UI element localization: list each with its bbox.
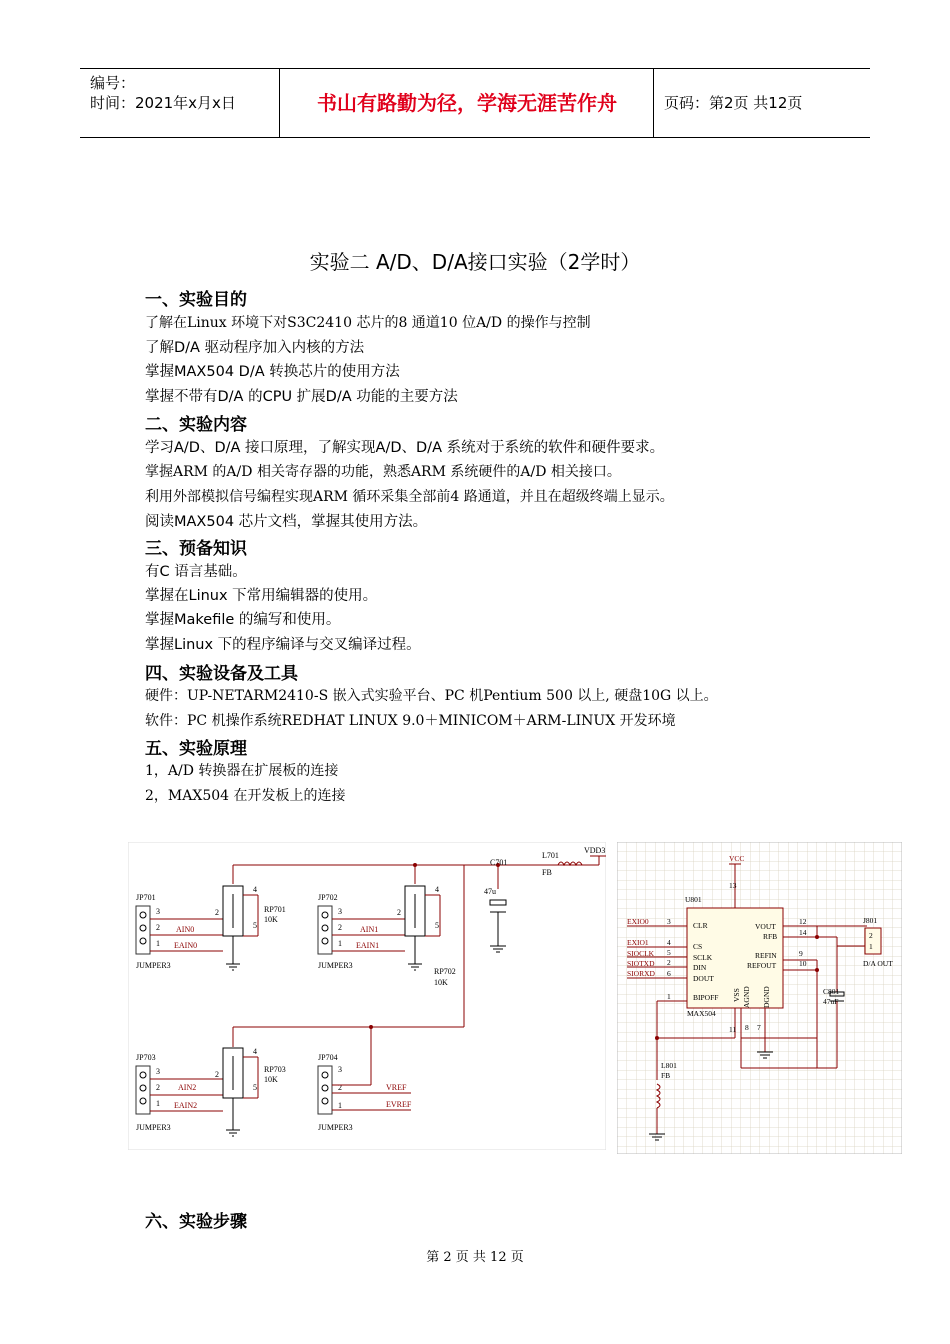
jumper-type-label: JUMPER3 xyxy=(318,1123,353,1132)
pot-value: 10K xyxy=(264,1075,278,1084)
cap-value: 47uF xyxy=(823,997,839,1006)
svg-text:1: 1 xyxy=(156,939,160,948)
svg-text:1: 1 xyxy=(338,939,342,948)
supply-label: VCC xyxy=(729,854,745,863)
document-date-label: 时间：2021年x月x日 xyxy=(90,94,236,112)
document-title: 实验二 A/D、D/A接口实验（2学时） xyxy=(309,250,641,274)
net-label: VREF xyxy=(386,1083,407,1092)
svg-text:8: 8 xyxy=(745,1023,749,1032)
svg-text:14: 14 xyxy=(799,928,807,937)
svg-text:3: 3 xyxy=(156,907,160,916)
pot-value: 10K xyxy=(264,915,278,924)
svg-text:2: 2 xyxy=(156,923,160,932)
text-line: 掌握Makefile 的编写和使用。 xyxy=(145,612,341,628)
net-label: EXIO1 xyxy=(627,938,649,947)
header-info-cell xyxy=(80,69,280,137)
svg-text:5: 5 xyxy=(253,1083,257,1092)
svg-text:2: 2 xyxy=(397,908,401,917)
section-heading-content: 二、实验内容 xyxy=(145,415,247,435)
connector-label: J801 xyxy=(863,916,878,925)
net-label: SIOCLK xyxy=(627,949,655,958)
svg-text:5: 5 xyxy=(667,948,671,957)
svg-text:3: 3 xyxy=(338,1065,342,1074)
net-label: AIN1 xyxy=(360,925,379,934)
chip-pin: BIPOFF xyxy=(693,993,719,1002)
net-label: SIORXD xyxy=(627,969,655,978)
jumper-type-label: JUMPER3 xyxy=(136,961,171,970)
chip-pin: CS xyxy=(693,942,703,951)
chip-pin: RFB xyxy=(763,932,778,941)
svg-text:3: 3 xyxy=(667,917,671,926)
cap-value: 47u xyxy=(484,887,496,896)
text-line: 2，MAX504 在开发板上的连接 xyxy=(145,788,346,804)
text-line: 掌握在Linux 下常用编辑器的使用。 xyxy=(145,588,378,604)
text-line: 有C 语言基础。 xyxy=(145,564,247,580)
pot-label: RP701 xyxy=(264,905,286,914)
jumper-label: JP703 xyxy=(136,1053,156,1062)
page-header xyxy=(80,68,870,138)
text-line: 掌握ARM 的A/D 相关寄存器的功能，熟悉ARM 系统硬件的A/D 相关接口。 xyxy=(145,464,621,480)
svg-text:2: 2 xyxy=(156,1083,160,1092)
net-label: EAIN1 xyxy=(356,941,380,950)
jumper-label: JP701 xyxy=(136,893,156,902)
svg-text:4: 4 xyxy=(667,938,671,947)
chip-name: MAX504 xyxy=(687,1009,716,1018)
svg-text:10: 10 xyxy=(799,959,807,968)
svg-text:1: 1 xyxy=(156,1099,160,1108)
document-number-label: 编号： xyxy=(90,74,136,92)
text-line: 学习A/D、D/A 接口原理，了解实现A/D、D/A 系统对于系统的软件和硬件要求。 xyxy=(145,440,665,456)
header-page-label: 页码：第2页 共12页 xyxy=(664,94,803,112)
svg-text:1: 1 xyxy=(338,1101,342,1110)
chip-pin: DGND xyxy=(762,986,771,1008)
svg-text:4: 4 xyxy=(435,885,439,894)
pot-value: 10K xyxy=(434,978,448,987)
net-label: AIN0 xyxy=(176,925,195,934)
svg-text:2: 2 xyxy=(338,1083,342,1092)
section-heading-steps: 六、实验步骤 xyxy=(145,1212,247,1232)
chip-pin: AGND xyxy=(742,986,751,1008)
jumper-type-label: JUMPER3 xyxy=(318,961,353,970)
svg-text:6: 6 xyxy=(667,969,671,978)
inductor-label: L701 xyxy=(542,851,559,860)
inductor-value: FB xyxy=(661,1071,671,1080)
chip-pin: VSS xyxy=(732,988,741,1002)
svg-text:3: 3 xyxy=(338,907,342,916)
net-label: EXIO0 xyxy=(627,917,649,926)
inductor-label: L801 xyxy=(661,1061,677,1070)
cap-label: C701 xyxy=(490,858,508,867)
text-line: 掌握Linux 下的程序编译与交叉编译过程。 xyxy=(145,637,421,653)
net-label: EAIN2 xyxy=(174,1101,198,1110)
jumper-label: JP704 xyxy=(318,1053,338,1062)
text-line: 了解在Linux 环境下对S3C2410 芯片的8 通道10 位A/D 的操作与控制 xyxy=(145,315,591,331)
svg-text:1: 1 xyxy=(667,992,671,1001)
text-line: 1，A/D 转换器在扩展板的连接 xyxy=(145,763,339,779)
text-line: 掌握不带有D/A 的CPU 扩展D/A 功能的主要方法 xyxy=(145,389,458,405)
chip-pin: CLR xyxy=(693,921,708,930)
cap-label: C801 xyxy=(823,987,840,996)
text-line: 硬件：UP-NETARM2410-S 嵌入式实验平台、PC 机Pentium 500 以上, 硬盘10G 以上。 xyxy=(145,688,718,704)
svg-text:4: 4 xyxy=(253,1047,257,1056)
text-line: 阅读MAX504 芯片文档，掌握其使用方法。 xyxy=(145,514,428,530)
jumper-label: JP702 xyxy=(318,893,338,902)
svg-text:4: 4 xyxy=(253,885,257,894)
chip-pin: SCLK xyxy=(693,953,713,962)
net-label: EVREF xyxy=(386,1100,412,1109)
net-label: EAIN0 xyxy=(174,941,198,950)
jumper-type-label: JUMPER3 xyxy=(136,1123,171,1132)
text-line: 软件：PC 机操作系统REDHAT LINUX 9.0＋MINICOM＋ARM-LINUX 开发环境 xyxy=(145,713,676,729)
pot-label: RP703 xyxy=(264,1065,286,1074)
chip-pin: REFOUT xyxy=(747,961,777,970)
header-motto: 书山有路勤为径，学海无涯苦作舟 xyxy=(281,69,654,137)
section-heading-principle: 五、实验原理 xyxy=(145,739,247,759)
svg-text:2: 2 xyxy=(869,931,873,940)
text-line: 利用外部模拟信号编程实现ARM 循环采集全部前4 路通道，并且在超级终端上显示。 xyxy=(145,489,674,505)
inductor-value: FB xyxy=(542,868,552,877)
chip-pin: VOUT xyxy=(755,922,776,931)
section-heading-equipment: 四、实验设备及工具 xyxy=(145,664,298,684)
svg-text:2: 2 xyxy=(338,923,342,932)
svg-text:9: 9 xyxy=(799,949,803,958)
text-line: 了解D/A 驱动程序加入内核的方法 xyxy=(145,340,365,356)
svg-text:7: 7 xyxy=(757,1023,761,1032)
svg-text:2: 2 xyxy=(667,958,671,967)
page-footer: 第 2 页 共 12 页 xyxy=(426,1250,524,1265)
svg-text:2: 2 xyxy=(215,908,219,917)
chip-pin: DIN xyxy=(693,963,707,972)
chip-pin: REFIN xyxy=(755,951,777,960)
da-schematic-figure xyxy=(617,842,902,1154)
connector-caption: D/A OUT xyxy=(863,959,893,968)
chip-label: U801 xyxy=(685,895,702,904)
ad-schematic-figure xyxy=(128,842,606,1150)
net-label: SIOTXD xyxy=(627,959,655,968)
svg-text:11: 11 xyxy=(729,1025,737,1034)
svg-text:3: 3 xyxy=(156,1067,160,1076)
net-label: AIN2 xyxy=(178,1083,197,1092)
chip-pin: DOUT xyxy=(693,974,714,983)
text-line: 掌握MAX504 D/A 转换芯片的使用方法 xyxy=(145,364,400,380)
section-heading-objectives: 一、实验目的 xyxy=(145,290,247,310)
svg-text:5: 5 xyxy=(253,921,257,930)
svg-text:2: 2 xyxy=(215,1070,219,1079)
pot-label: RP702 xyxy=(434,967,456,976)
svg-text:12: 12 xyxy=(799,917,807,926)
svg-text:1: 1 xyxy=(869,942,873,951)
svg-text:5: 5 xyxy=(435,921,439,930)
svg-text:13: 13 xyxy=(729,881,737,890)
section-heading-prerequisites: 三、预备知识 xyxy=(145,539,247,559)
supply-label: VDD3 xyxy=(584,846,606,855)
